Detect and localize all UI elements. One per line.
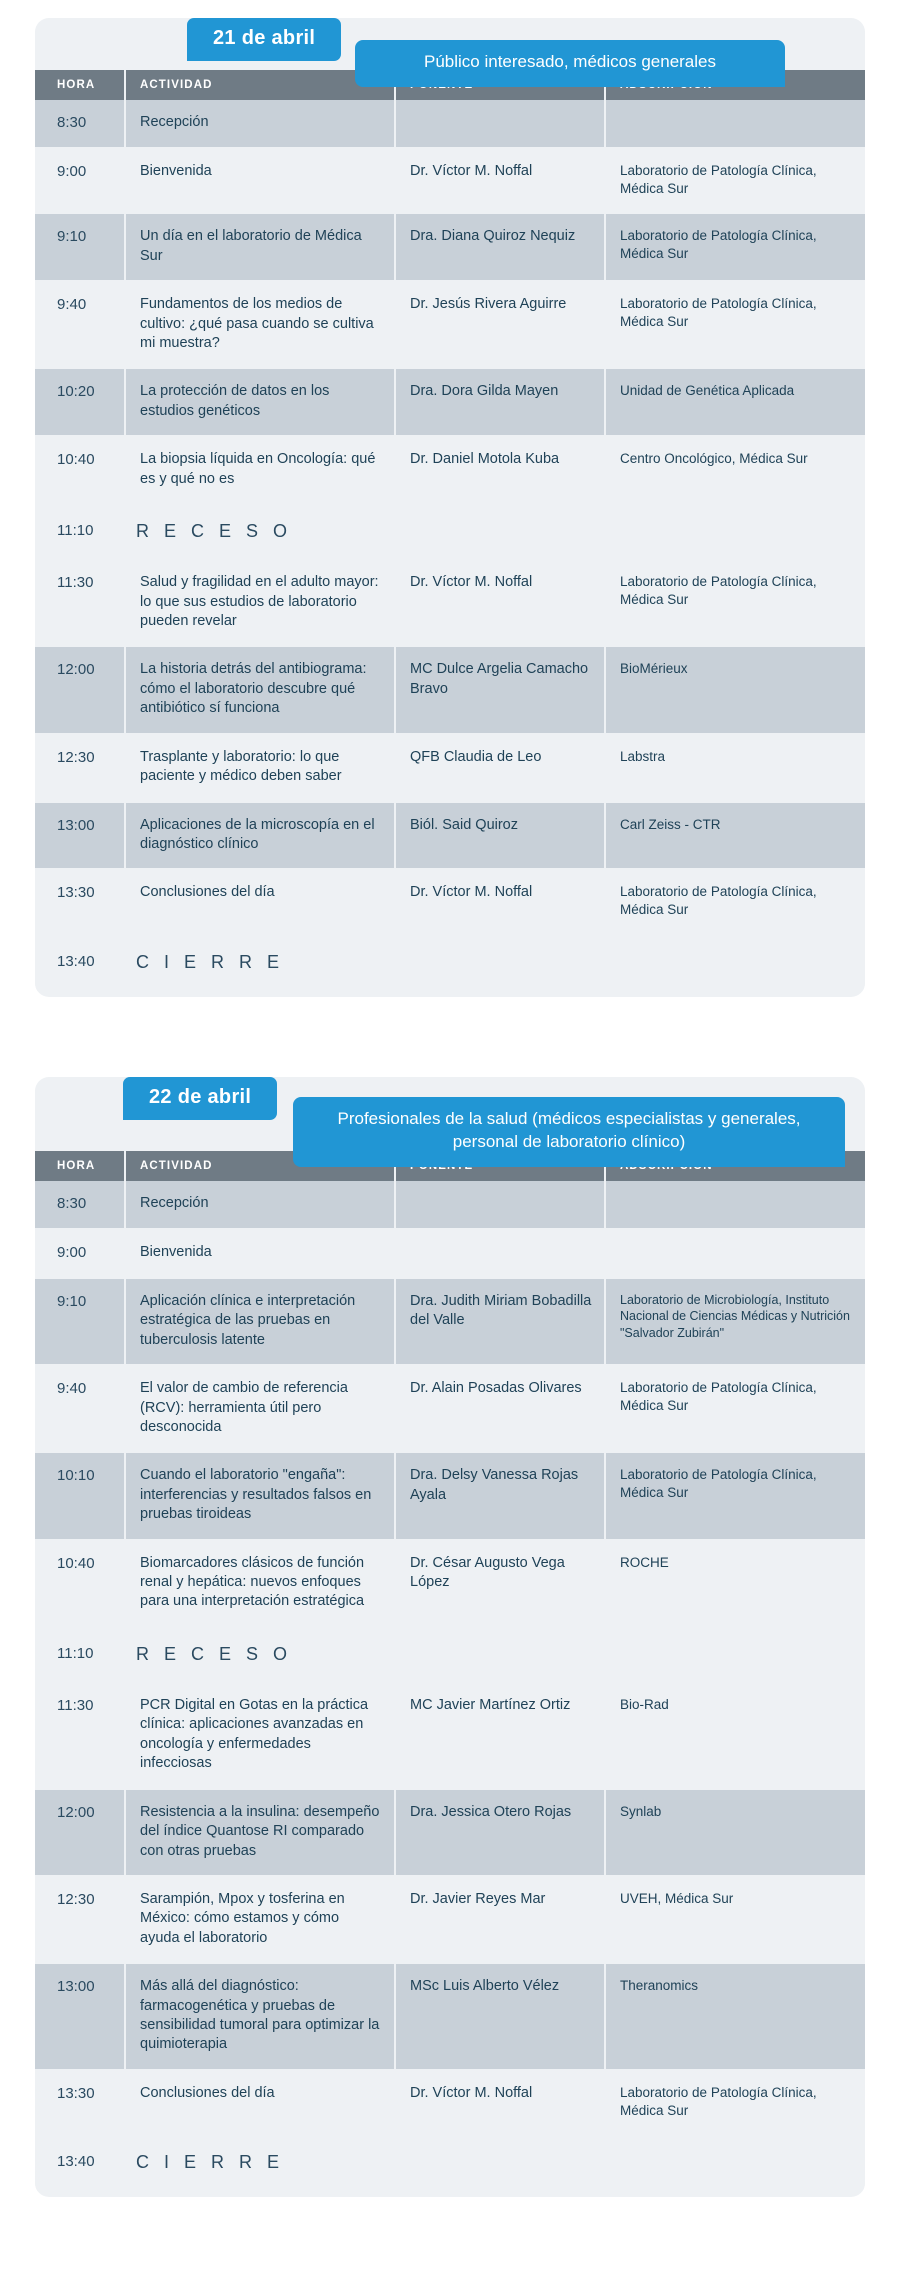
cell-hora: 12:30 [35,734,125,802]
column-header-hora: HORA [35,70,125,100]
table-body-day2 [35,1181,865,2191]
cell-adscripcion: Centro Oncológico, Médica Sur [605,436,865,504]
cell-actividad: Biomarcadores clásicos de función renal y hepática: nuevos enfoques para una interpretación estratégica [125,1540,395,1627]
agenda-table-day2 [35,1151,865,2192]
table-row [35,1789,865,1876]
cell-adscripcion: Laboratorio de Patología Clínica, Médica Sur [605,1365,865,1452]
cell-break-label: C I E R R E [125,935,865,990]
cell-actividad: Fundamentos de los medios de cultivo: ¿qué pasa cuando se cultiva mi muestra? [125,281,395,368]
cell-actividad: Trasplante y laboratorio: lo que paciente y médico deben saber [125,734,395,802]
cell-adscripcion: Laboratorio de Patología Clínica, Médica Sur [605,869,865,934]
cell-actividad: Bienvenida [125,1229,395,1278]
cell-hora: 9:10 [35,1278,125,1365]
cell-hora: 13:40 [35,2135,125,2190]
cell-adscripcion: Laboratorio de Patología Clínica, Médica Sur [605,148,865,213]
cell-ponente: Dra. Jessica Otero Rojas [395,1789,605,1876]
cell-hora: 9:00 [35,148,125,213]
cell-adscripcion [605,1229,865,1278]
cell-adscripcion: ROCHE [605,1540,865,1627]
table-row [35,2070,865,2135]
cell-adscripcion [605,100,865,148]
cell-ponente: Dr. Víctor M. Noffal [395,148,605,213]
cell-hora: 11:10 [35,504,125,559]
cell-hora: 13:00 [35,1963,125,2070]
cell-hora: 10:40 [35,1540,125,1627]
cell-ponente: Dra. Delsy Vanessa Rojas Ayala [395,1452,605,1539]
table-row [35,436,865,504]
agenda-table-shell-day2 [35,1077,865,2198]
cell-adscripcion: BioMérieux [605,646,865,733]
cell-actividad: Conclusiones del día [125,869,395,934]
cell-adscripcion [605,1181,865,1229]
agenda-table-shell-day1 [35,18,865,997]
cell-ponente: Dr. Javier Reyes Mar [395,1876,605,1963]
agenda-table-day1 [35,70,865,991]
cell-adscripcion: Labstra [605,734,865,802]
table-row [35,1682,865,1789]
cell-actividad: PCR Digital en Gotas en la práctica clínica: aplicaciones avanzadas en oncología y enfermedades infecciosas [125,1682,395,1789]
cell-hora: 12:00 [35,1789,125,1876]
cell-actividad: Salud y fragilidad en el adulto mayor: lo que sus estudios de laboratorio pueden revelar [125,559,395,646]
cell-hora: 13:30 [35,869,125,934]
cell-ponente: Dr. César Augusto Vega López [395,1540,605,1627]
cell-actividad: La protección de datos en los estudios genéticos [125,368,395,436]
cell-adscripcion: Laboratorio de Patología Clínica, Médica Sur [605,2070,865,2135]
cell-actividad: Un día en el laboratorio de Médica Sur [125,213,395,281]
table-row [35,1365,865,1452]
cell-hora: 8:30 [35,100,125,148]
cell-ponente: Biól. Said Quiroz [395,802,605,870]
table-row [35,1181,865,1229]
table-row [35,734,865,802]
table-row [35,1229,865,1278]
cell-adscripcion: Synlab [605,1789,865,1876]
cell-ponente: Dr. Víctor M. Noffal [395,869,605,934]
cell-hora: 13:00 [35,802,125,870]
table-row [35,559,865,646]
column-header-actividad: ACTIVIDAD [125,1151,395,1181]
cell-ponente: Dr. Daniel Motola Kuba [395,436,605,504]
cell-hora: 9:40 [35,1365,125,1452]
cell-hora: 9:10 [35,213,125,281]
table-body-day1 [35,100,865,990]
cell-actividad: Aplicaciones de la microscopía en el diagnóstico clínico [125,802,395,870]
cell-break-label: C I E R R E [125,2135,865,2190]
cell-actividad: El valor de cambio de referencia (RCV): herramienta útil pero desconocida [125,1365,395,1452]
cell-adscripcion: Theranomics [605,1963,865,2070]
cell-actividad: Cuando el laboratorio "engaña": interferencias y resultados falsos en pruebas tiroideas [125,1452,395,1539]
cell-hora: 12:00 [35,646,125,733]
table-row [35,1278,865,1365]
cell-ponente: MC Javier Martínez Ortiz [395,1682,605,1789]
cell-actividad: Más allá del diagnóstico: farmacogenética y pruebas de sensibilidad tumoral para optimizar la quimioterapia [125,1963,395,2070]
cell-ponente: Dr. Alain Posadas Olivares [395,1365,605,1452]
cell-adscripcion: Bio-Rad [605,1682,865,1789]
cell-break-label: R E C E S O [125,504,865,559]
table-row [35,504,865,559]
cell-ponente [395,1181,605,1229]
cell-adscripcion: Unidad de Genética Aplicada [605,368,865,436]
cell-hora: 10:20 [35,368,125,436]
table-row [35,213,865,281]
cell-actividad: Bienvenida [125,148,395,213]
day-block-1 [35,0,865,997]
cell-hora: 9:40 [35,281,125,368]
table-row [35,1963,865,2070]
cell-hora: 13:40 [35,935,125,990]
cell-ponente: Dr. Jesús Rivera Aguirre [395,281,605,368]
cell-ponente [395,1229,605,1278]
day-block-2 [35,1037,865,2198]
column-header-actividad: ACTIVIDAD [125,70,395,100]
cell-hora: 10:40 [35,436,125,504]
date-pill-day2: 22 de abril [123,1077,277,1120]
cell-ponente: Dr. Víctor M. Noffal [395,559,605,646]
table-row [35,935,865,990]
cell-hora: 12:30 [35,1876,125,1963]
table-row [35,1876,865,1963]
date-pill-day1: 21 de abril [187,18,341,61]
cell-ponente: MSc Luis Alberto Vélez [395,1963,605,2070]
table-row [35,281,865,368]
cell-hora: 9:00 [35,1229,125,1278]
column-header-hora: HORA [35,1151,125,1181]
cell-ponente: Dra. Judith Miriam Bobadilla del Valle [395,1278,605,1365]
cell-adscripcion: Laboratorio de Patología Clínica, Médica Sur [605,281,865,368]
table-row [35,1540,865,1627]
cell-actividad: Aplicación clínica e interpretación estratégica de las pruebas en tuberculosis latente [125,1278,395,1365]
cell-actividad: La historia detrás del antibiograma: cómo el laboratorio descubre qué antibiótico sí funciona [125,646,395,733]
cell-actividad: Recepción [125,100,395,148]
cell-ponente: MC Dulce Argelia Camacho Bravo [395,646,605,733]
cell-hora: 10:10 [35,1452,125,1539]
cell-ponente [395,100,605,148]
cell-ponente: QFB Claudia de Leo [395,734,605,802]
cell-ponente: Dr. Víctor M. Noffal [395,2070,605,2135]
cell-hora: 11:30 [35,1682,125,1789]
table-row [35,100,865,148]
cell-hora: 11:30 [35,559,125,646]
table-row [35,869,865,934]
cell-adscripcion: Laboratorio de Patología Clínica, Médica Sur [605,1452,865,1539]
cell-ponente: Dra. Dora Gilda Mayen [395,368,605,436]
cell-hora: 13:30 [35,2070,125,2135]
block-spacer [0,997,900,1037]
cell-adscripcion: Laboratorio de Patología Clínica, Médica Sur [605,213,865,281]
audience-banner-day2: Profesionales de la salud (médicos especialistas y generales, personal de laboratorio clínico) [293,1097,845,1167]
table-row [35,2135,865,2190]
table-row [35,802,865,870]
table-row [35,368,865,436]
cell-hora: 11:10 [35,1627,125,1682]
audience-banner-day1: Público interesado, médicos generales [355,40,785,87]
cell-adscripcion: Laboratorio de Patología Clínica, Médica Sur [605,559,865,646]
cell-ponente: Dra. Diana Quiroz Nequiz [395,213,605,281]
cell-adscripcion: Laboratorio de Microbiología, Instituto Nacional de Ciencias Médicas y Nutrición "Salvador Zubirán" [605,1278,865,1365]
cell-actividad: La biopsia líquida en Oncología: qué es y qué no es [125,436,395,504]
table-row [35,148,865,213]
cell-actividad: Conclusiones del día [125,2070,395,2135]
cell-adscripcion: UVEH, Médica Sur [605,1876,865,1963]
table-row [35,646,865,733]
cell-adscripcion: Carl Zeiss - CTR [605,802,865,870]
table-row [35,1452,865,1539]
cell-break-label: R E C E S O [125,1627,865,1682]
table-row [35,1627,865,1682]
cell-actividad: Recepción [125,1181,395,1229]
cell-actividad: Sarampión, Mpox y tosferina en México: cómo estamos y cómo ayuda el laboratorio [125,1876,395,1963]
cell-actividad: Resistencia a la insulina: desempeño del índice Quantose RI comparado con otras pruebas [125,1789,395,1876]
cell-hora: 8:30 [35,1181,125,1229]
